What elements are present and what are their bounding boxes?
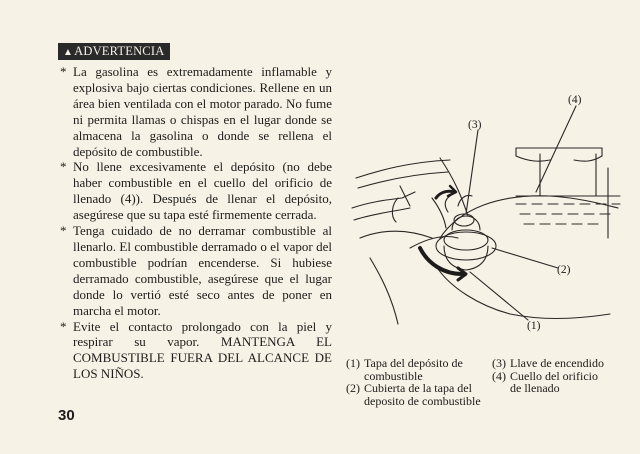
- warning-label: ADVERTENCIA: [74, 44, 165, 58]
- legend-item: (2) Cubierta de la tapa del deposito de combustible: [346, 381, 481, 408]
- fuel-tank-illustration: [340, 88, 625, 350]
- page-number: 30: [58, 407, 75, 424]
- warning-bullet-list: [60, 64, 332, 382]
- callout-3: (3): [468, 119, 482, 131]
- legend-item: (3) Llave de encendido: [492, 356, 604, 370]
- callout-1: (1): [527, 320, 541, 332]
- callout-4: (4): [568, 94, 582, 106]
- warning-bullet: * Tenga cuidado de no derramar combustible al llenarlo. El combustible derramado o el vapor del combustible podrían encenderse. Si hubiese derramado combustible, asegúrese que el lugar donde lo vertió esté seco antes de poner en marcha el motor.: [60, 223, 332, 318]
- callout-2: (2): [557, 264, 571, 276]
- warning-bullet: * La gasolina es extremadamente inflamable y explosiva bajo ciertas condiciones. Rellene en un área bien ventilada con el motor parado. No fume ni permita llamas o chispas en el lugar donde se almacena la gasolina o donde se rellena el depósito de combustible.: [60, 64, 332, 159]
- warning-triangle-icon: ▲: [63, 47, 74, 58]
- warning-badge: [58, 43, 170, 60]
- legend-item: (4) Cuello del orificio de llenado: [492, 368, 598, 395]
- warning-bullet: * Evite el contacto prolongado con la piel y respirar su vapor. MANTENGA EL COMBUSTIBLE FUERA DEL ALCANCE DE LOS NIÑOS.: [60, 319, 332, 383]
- legend-item: (1) Tapa del depósito de combustible: [346, 356, 463, 383]
- warning-bullet: * No llene excesivamente el depósito (no debe haber combustible en el cuello del orificio de llenado (4)). Después de llenar el depósito, asegúrese que su tapa esté firmemente cerrada.: [60, 159, 332, 223]
